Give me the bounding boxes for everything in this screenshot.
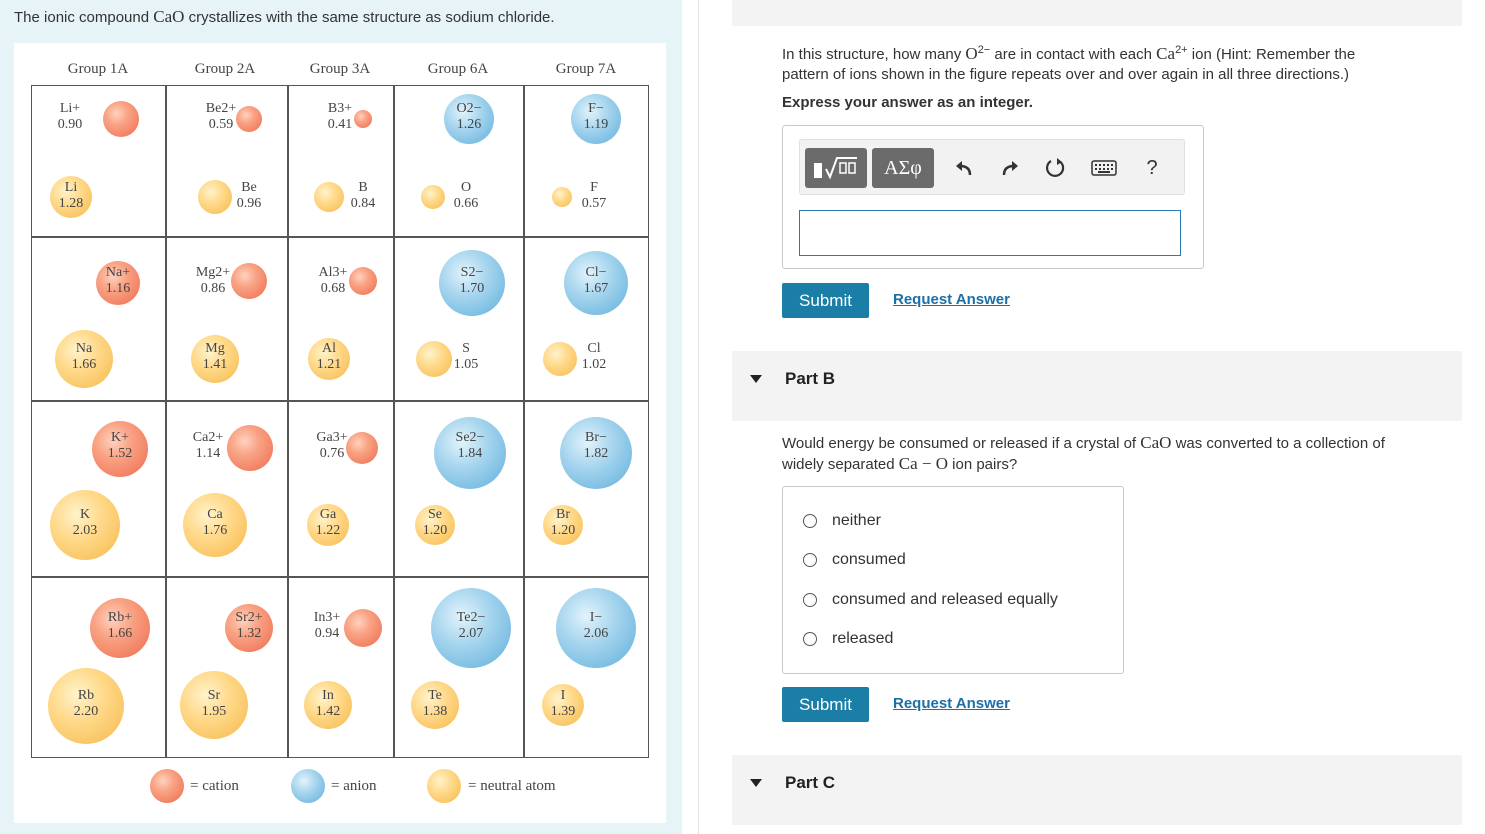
ion-radius: 1.20 xyxy=(422,523,448,538)
ion-radius: 1.38 xyxy=(422,704,448,719)
ion-label xyxy=(333,180,393,212)
ion-radius: 1.21 xyxy=(316,357,342,372)
radio-button[interactable] xyxy=(803,553,817,567)
ion-label xyxy=(564,341,624,373)
ion-symbol: K xyxy=(79,507,91,522)
ion-label xyxy=(298,688,358,720)
part-b-options: neither consumed consumed and released equally released xyxy=(782,486,1124,674)
ion-radius: 1.76 xyxy=(202,523,228,538)
ion-label xyxy=(297,610,357,642)
grid-line xyxy=(31,400,649,402)
radical-templates-icon xyxy=(811,155,861,181)
undo-button[interactable] xyxy=(948,148,980,188)
ion-label xyxy=(55,507,115,539)
ion-label xyxy=(41,180,101,212)
ion-symbol: Rb xyxy=(77,688,95,703)
ion-radius: 2.06 xyxy=(583,626,609,641)
ion-symbol: Rb+ xyxy=(107,610,133,625)
ion-symbol: S xyxy=(462,341,470,356)
grid-line xyxy=(31,576,649,578)
keyboard-icon xyxy=(1091,160,1117,176)
cation-sphere xyxy=(103,101,139,137)
ion-label xyxy=(405,507,465,539)
ion-label xyxy=(566,610,626,642)
ion-radius: 0.59 xyxy=(208,117,234,132)
ion-radius: 1.32 xyxy=(236,626,262,641)
ion-label xyxy=(185,341,245,373)
legend-cation-swatch xyxy=(150,769,184,803)
ion-radius: 1.67 xyxy=(583,281,609,296)
ion-radius: 1.66 xyxy=(107,626,133,641)
ion-radius: 1.20 xyxy=(550,523,576,538)
ion-radius: 1.28 xyxy=(58,196,84,211)
ion-symbol: Cl− xyxy=(585,265,607,280)
ion-label xyxy=(183,265,243,297)
ion-symbol: Sr xyxy=(207,688,221,703)
ion-radius: 1.52 xyxy=(107,446,133,461)
ion-symbol: Li+ xyxy=(59,101,81,116)
ion-symbol: Al3+ xyxy=(318,265,348,280)
ion-label xyxy=(439,101,499,133)
ion-symbol: Ca2+ xyxy=(192,430,224,445)
legend-neutral-swatch xyxy=(427,769,461,803)
ion-radius: 1.26 xyxy=(456,117,482,132)
ion-symbol: I xyxy=(560,688,566,703)
grid-line xyxy=(523,85,525,758)
ion-label xyxy=(566,430,626,462)
ion-symbol: B3+ xyxy=(327,101,353,116)
ion-symbol: Mg2+ xyxy=(195,265,231,280)
part-a-question: In this structure, how many $O^{2-}$ are in contact with each $Ca^{2+}$ ion (Hint: Remember the pattern of ions shown in the figure repeats over and over again in all three directions.) xyxy=(782,44,1356,83)
ion-symbol: Se xyxy=(428,507,442,522)
ion-label xyxy=(566,265,626,297)
redo-button[interactable] xyxy=(994,148,1026,188)
ion-symbol: O2− xyxy=(456,101,482,116)
ion-symbol: Cl xyxy=(587,341,601,356)
ion-symbol: Be2+ xyxy=(205,101,237,116)
part-c-title[interactable]: Part C xyxy=(785,773,836,792)
answer-format-instruction: Express your answer as an integer. xyxy=(782,94,1033,111)
ion-label xyxy=(566,101,626,133)
ion-symbol: Sr2+ xyxy=(235,610,263,625)
greek-symbols-button[interactable]: ΑΣφ xyxy=(872,148,934,188)
ion-radius: 1.66 xyxy=(71,357,97,372)
ion-label xyxy=(436,180,496,212)
group-header: Group 1A xyxy=(67,61,129,77)
radio-button[interactable] xyxy=(803,593,817,607)
grid-line xyxy=(165,85,167,758)
ion-label xyxy=(90,430,150,462)
ion-symbol: I− xyxy=(589,610,603,625)
ion-symbol: Na+ xyxy=(105,265,131,280)
ion-symbol: Te xyxy=(428,688,442,703)
ion-label xyxy=(441,610,501,642)
chevron-down-icon[interactable] xyxy=(750,779,762,787)
panel-divider xyxy=(698,0,699,834)
ion-label xyxy=(56,688,116,720)
ion-radius: 1.02 xyxy=(581,357,607,372)
ion-radius: 0.68 xyxy=(320,281,346,296)
ionic-radii-figure xyxy=(14,43,666,823)
ion-radius: 1.39 xyxy=(550,704,576,719)
ion-radius: 0.57 xyxy=(581,196,607,211)
redo-icon xyxy=(1000,158,1020,178)
group-header: Group 7A xyxy=(555,61,617,77)
radical-templates-button[interactable] xyxy=(805,148,867,188)
ion-radius: 0.76 xyxy=(319,446,345,461)
part-c-header[interactable] xyxy=(732,755,1462,825)
ion-symbol: In3+ xyxy=(313,610,341,625)
part-b-question: Would energy be consumed or released if a crystal of CaO was converted to a collection of widely separated Ca − O ion pairs? xyxy=(782,433,1385,473)
chevron-down-icon[interactable] xyxy=(750,375,762,383)
group-header: Group 3A xyxy=(309,61,371,77)
ion-symbol: Br− xyxy=(585,430,607,445)
ion-label xyxy=(298,507,358,539)
ion-radius: 1.82 xyxy=(583,446,609,461)
answer-input[interactable] xyxy=(799,210,1181,256)
group-header: Group 2A xyxy=(194,61,256,77)
ion-label xyxy=(310,101,370,133)
radio-button[interactable] xyxy=(803,514,817,528)
ion-symbol: Be xyxy=(241,180,257,195)
ion-radius: 1.42 xyxy=(315,704,341,719)
ion-symbol: Se2− xyxy=(455,430,485,445)
ion-radius: 0.84 xyxy=(350,196,376,211)
help-button[interactable]: ? xyxy=(1146,157,1158,179)
ion-label xyxy=(440,430,500,462)
ion-label xyxy=(88,265,148,297)
ion-symbol: Br xyxy=(556,507,570,522)
ion-label xyxy=(219,180,279,212)
ion-radius: 1.05 xyxy=(453,357,479,372)
ion-label xyxy=(184,688,244,720)
ion-radius: 1.95 xyxy=(201,704,227,719)
part-a-header-bar xyxy=(732,0,1462,26)
legend-neutral-label: = neutral atom xyxy=(468,778,556,794)
ion-radius: 0.90 xyxy=(57,117,83,132)
ion-radius: 2.07 xyxy=(458,626,484,641)
undo-icon xyxy=(954,158,974,178)
ion-radius: 1.84 xyxy=(457,446,483,461)
ion-symbol: Te2− xyxy=(456,610,486,625)
ion-radius: 1.19 xyxy=(583,117,609,132)
ion-label xyxy=(533,688,593,720)
ion-radius: 1.14 xyxy=(195,446,221,461)
part-a-submit-button[interactable]: Submit xyxy=(782,283,869,318)
ion-symbol: Ga xyxy=(319,507,337,522)
ion-label xyxy=(442,265,502,297)
reset-icon xyxy=(1045,157,1067,179)
ion-symbol: O xyxy=(460,180,472,195)
ion-symbol: S2− xyxy=(460,265,484,280)
legend-anion-label: = anion xyxy=(331,778,377,794)
ion-symbol: Al xyxy=(322,341,336,356)
ion-symbol: Ga3+ xyxy=(316,430,348,445)
ion-symbol: K+ xyxy=(110,430,129,445)
group-header: Group 6A xyxy=(427,61,489,77)
ion-label xyxy=(299,341,359,373)
ion-symbol: Na xyxy=(75,341,93,356)
ion-symbol: F xyxy=(590,180,598,195)
math-toolbar xyxy=(799,139,1185,195)
ion-label xyxy=(40,101,100,133)
ion-symbol: B xyxy=(358,180,368,195)
answer-editor xyxy=(782,125,1204,269)
ion-label xyxy=(185,507,245,539)
ion-label xyxy=(405,688,465,720)
part-b-submit-button[interactable]: Submit xyxy=(782,687,869,722)
intro-text: The ionic compound CaO crystallizes with the same structure as sodium chloride. xyxy=(14,7,555,26)
ion-symbol: Mg xyxy=(205,341,225,356)
ion-radius: 0.41 xyxy=(327,117,353,132)
ion-label xyxy=(90,610,150,642)
ion-label xyxy=(178,430,238,462)
radio-button[interactable] xyxy=(803,632,817,646)
ion-radius: 0.86 xyxy=(200,281,226,296)
ion-symbol: Ca xyxy=(207,507,223,522)
grid-line xyxy=(31,236,649,238)
ion-radius: 1.16 xyxy=(105,281,131,296)
part-a-request-answer-link[interactable]: Request Answer xyxy=(893,291,1010,308)
ion-symbol: In xyxy=(322,688,334,703)
part-b-title[interactable]: Part B xyxy=(785,369,836,388)
legend-anion-swatch xyxy=(291,769,325,803)
ion-label xyxy=(533,507,593,539)
ion-radius: 1.22 xyxy=(315,523,341,538)
ion-symbol: Li xyxy=(64,180,78,195)
ion-radius: 0.96 xyxy=(236,196,262,211)
part-b-header[interactable] xyxy=(732,351,1462,421)
ion-label xyxy=(54,341,114,373)
ion-label xyxy=(219,610,279,642)
keyboard-button[interactable] xyxy=(1086,148,1122,188)
ion-label xyxy=(191,101,251,133)
ion-radius: 2.20 xyxy=(73,704,99,719)
ion-radius: 0.94 xyxy=(314,626,340,641)
ion-radius: 1.41 xyxy=(202,357,228,372)
ion-symbol: F− xyxy=(588,101,604,116)
ion-radius: 1.70 xyxy=(459,281,485,296)
ion-label xyxy=(302,430,362,462)
reset-button[interactable] xyxy=(1040,148,1072,188)
ion-label xyxy=(303,265,363,297)
grid-line xyxy=(287,85,289,758)
legend-cation-label: = cation xyxy=(190,778,239,794)
ion-label xyxy=(436,341,496,373)
ion-radius: 0.66 xyxy=(453,196,479,211)
grid-line xyxy=(393,85,395,758)
problem-figure-panel xyxy=(0,0,682,834)
part-b-request-answer-link[interactable]: Request Answer xyxy=(893,695,1010,712)
ion-label xyxy=(564,180,624,212)
ion-radius: 2.03 xyxy=(72,523,98,538)
